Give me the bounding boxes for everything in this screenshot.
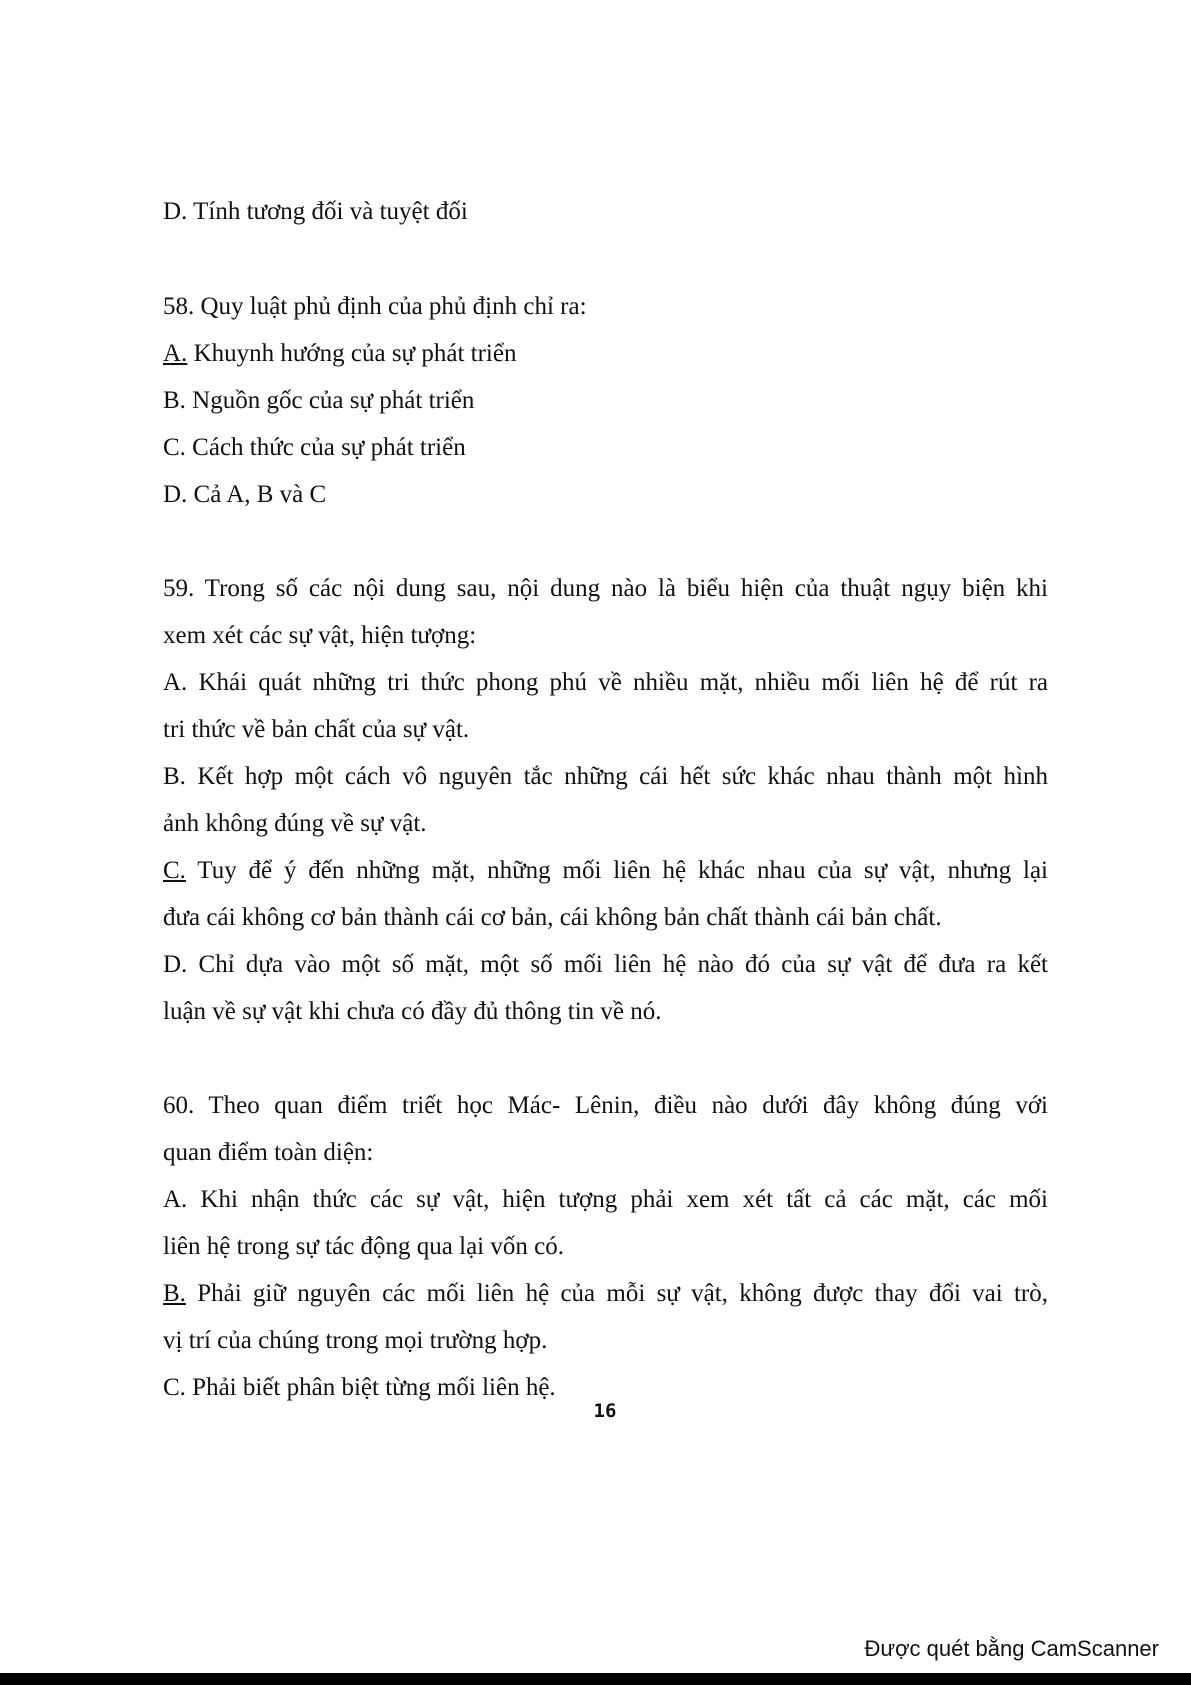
q60-option-a-line1: A. Khi nhận thức các sự vật, hiện tượng phải xem xét tất cả các mặt, các mối [163,1186,1048,1213]
q59-question-line2: xem xét các sự vật, hiện tượng: [163,622,477,649]
q59-option-d-line2: luận về sự vật khi chưa có đầy đủ thông tin về nó. [163,998,662,1025]
q60-option-b-line2: vị trí của chúng trong mọi trường hợp. [163,1327,548,1354]
q59-option-b-line2: ảnh không đúng về sự vật. [163,810,427,837]
q59-option-c-line1 [163,854,1048,888]
q58-option-a-letter: A. [163,340,188,367]
page-number: 16 [593,1400,617,1422]
q59-option-a-line2: tri thức về bản chất của sự vật. [163,716,470,743]
q58-option-d: D. Cả A, B và C [163,481,327,508]
q58-option-c: C. Cách thức của sự phát triển [163,434,466,461]
q60-option-b-letter: B. [163,1280,186,1307]
q58-option-a-text: Khuynh hướng của sự phát triển [187,340,517,367]
bottom-border [0,1673,1191,1685]
q59-option-b-line1: B. Kết hợp một cách vô nguyên tắc những cái hết sức khác nhau thành một hình [163,763,1048,790]
q60-option-b-line1 [163,1277,1048,1311]
q59-option-c-line2: đưa cái không cơ bản thành cái cơ bản, cái không bản chất thành cái bản chất. [163,904,942,931]
q59-option-d-line1: D. Chỉ dựa vào một số mặt, một số mối liên hệ nào đó của sự vật để đưa ra kết [163,951,1048,978]
q58-option-a [163,337,1048,371]
q59-option-c-letter: C. [163,857,186,884]
q59-question-line1: 59. Trong số các nội dung sau, nội dung nào là biểu hiện của thuật ngụy biện khi [163,575,1048,602]
q60-question-line2: quan điểm toàn diện: [163,1139,374,1166]
q58-question: 58. Quy luật phủ định của phủ định chỉ ra: [163,293,587,320]
q60-option-c: C. Phải biết phân biệt từng mối liên hệ. [163,1374,556,1401]
q58-option-b: B. Nguồn gốc của sự phát triển [163,387,475,414]
q60-question-line1: 60. Theo quan điểm triết học Mác- Lênin, điều nào dưới đây không đúng với [163,1092,1048,1119]
q60-option-b-text: Phải giữ nguyên các mối liên hệ của mỗi sự vật, không được thay đổi vai trò, [185,1280,1048,1307]
q57-option-d: D. Tính tương đối và tuyệt đối [163,198,468,225]
q59-option-a-line1: A. Khái quát những tri thức phong phú về nhiều mặt, nhiều mối liên hệ để rút ra [163,669,1048,696]
q59-option-c-text: Tuy để ý đến những mặt, những mối liên hệ khác nhau của sự vật, nhưng lại [185,857,1048,884]
q60-option-a-line2: liên hệ trong sự tác động qua lại vốn có. [163,1233,564,1260]
scanner-watermark: Được quét bằng CamScanner [864,1636,1159,1661]
